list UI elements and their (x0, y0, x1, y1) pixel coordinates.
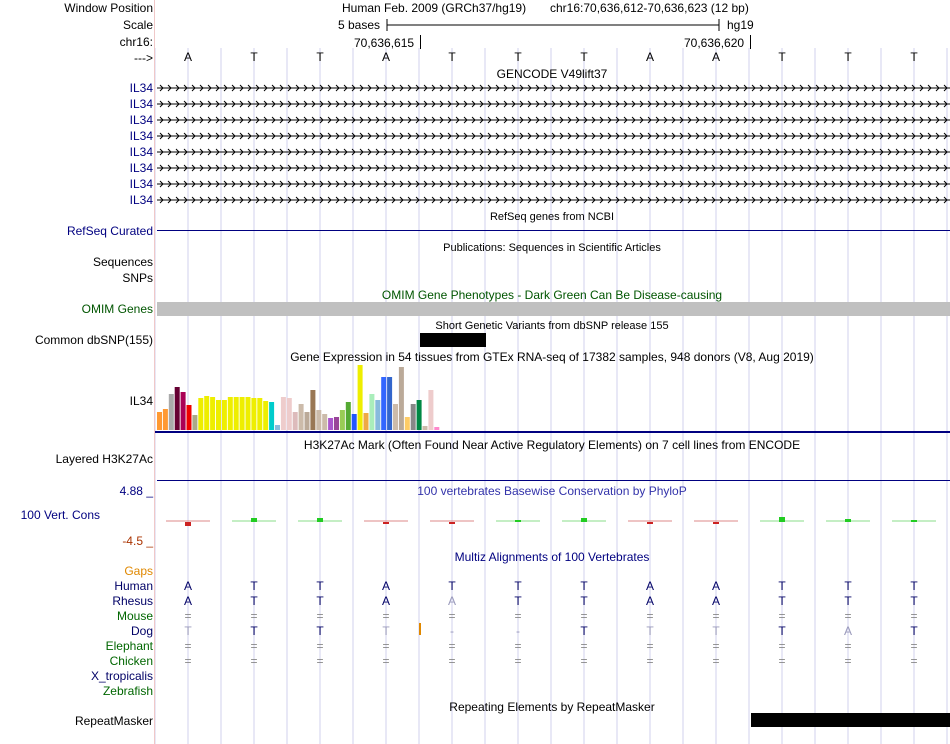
gtex-tissue-bar (216, 400, 221, 430)
gtex-tissue-bar (169, 394, 174, 430)
transcript-line[interactable] (157, 98, 950, 110)
alignment-base: = (514, 654, 522, 668)
species-label[interactable]: Elephant (105, 639, 153, 653)
phylop-score-mark (713, 522, 719, 524)
alignment-base: = (184, 639, 192, 653)
alignment-base: T (448, 579, 456, 593)
gtex-tissue-bar (405, 417, 410, 430)
alignment-base: = (382, 654, 390, 668)
gtex-title[interactable]: Gene Expression in 54 tissues from GTEx RNA-seq of 17382 samples, 948 donors (V8, Aug 2019) (290, 350, 814, 364)
alignment-base: = (514, 609, 522, 623)
alignment-base: - (516, 624, 520, 638)
alignment-base: = (844, 639, 852, 653)
gencode-title[interactable]: GENCODE V49lift37 (496, 67, 608, 81)
alignment-base: = (910, 639, 918, 653)
gtex-tissue-bar (428, 390, 433, 430)
species-label[interactable]: Rhesus (112, 594, 153, 608)
alignment-base: T (316, 594, 324, 608)
gtex-tissue-bar (299, 404, 304, 430)
position-title: Human Feb. 2009 (GRCh37/hg19) (342, 1, 527, 15)
chrom-label: chr16: (119, 35, 153, 49)
gtex-tissue-bar (322, 414, 327, 430)
alignment-base: T (514, 594, 522, 608)
alignment-base: A (183, 579, 193, 593)
assembly-label: hg19 (727, 18, 754, 32)
phylop-score-mark (779, 517, 785, 522)
gtex-tissue-bar (163, 409, 168, 430)
phylop-score-mark (383, 522, 389, 524)
alignment-base: T (778, 624, 786, 638)
phylop-score-mark (251, 518, 257, 522)
gtex-tissue-bar (340, 410, 345, 430)
scale-bar (386, 17, 722, 33)
phylop-max-label: 4.88 _ (119, 484, 153, 498)
phylop-title[interactable]: 100 vertebrates Basewise Conservation by PhyloP (417, 484, 687, 498)
repeatmasker-label[interactable]: RepeatMasker (74, 714, 153, 728)
gtex-tissue-bar (198, 398, 203, 430)
gtex-tissue-bar (328, 418, 333, 430)
species-label[interactable]: Chicken (109, 654, 153, 668)
refseq-title[interactable]: RefSeq genes from NCBI (489, 211, 615, 223)
transcript-label[interactable]: IL34 (129, 113, 153, 127)
alignment-base: A (645, 579, 655, 593)
gtex-label[interactable]: IL34 (129, 394, 153, 408)
gtex-tissue-bar (316, 410, 321, 430)
scale-label: Scale (122, 18, 153, 32)
alignment-base: = (844, 654, 852, 668)
phylop-score-mark (581, 518, 587, 522)
gtex-tissue-bar (222, 400, 227, 430)
alignment-base: = (250, 639, 258, 653)
gtex-bar-chart[interactable] (155, 364, 950, 434)
alignment-base: = (580, 639, 588, 653)
gap-marker (419, 623, 421, 635)
transcript-label[interactable]: IL34 (129, 145, 153, 159)
gtex-tissue-bar (375, 400, 380, 430)
dbsnp-label[interactable]: Common dbSNP(155) (34, 333, 153, 347)
gtex-tissue-bar (281, 397, 286, 430)
alignment-base: T (382, 624, 390, 638)
refseq-label[interactable]: RefSeq Curated (66, 224, 153, 238)
transcript-label[interactable]: IL34 (129, 97, 153, 111)
coord-left-tick (420, 35, 421, 49)
coord-right: 70,636,620 (684, 36, 745, 50)
coord-left: 70,636,615 (354, 36, 415, 50)
alignment-base: = (184, 609, 192, 623)
species-label[interactable]: X_tropicalis (90, 669, 153, 683)
transcript-line[interactable] (157, 114, 950, 126)
alignment-base: = (712, 654, 720, 668)
alignment-base: = (448, 654, 456, 668)
gtex-tissue-bar (387, 377, 392, 430)
alignment-base: A (447, 594, 457, 608)
alignment-base: = (646, 639, 654, 653)
gtex-tissue-bar (364, 413, 369, 430)
alignment-base: T (316, 624, 324, 638)
transcript-label[interactable]: IL34 (129, 81, 153, 95)
transcript-line[interactable] (157, 82, 950, 94)
gtex-tissue-bar (269, 402, 274, 430)
h3k27ac-label[interactable]: Layered H3K27Ac (55, 452, 153, 466)
alignment-base: T (712, 624, 720, 638)
alignment-base: T (778, 594, 786, 608)
h3k27ac-title[interactable]: H3K27Ac Mark (Often Found Near Active Regulatory Elements) on 7 cell lines from ENCODE (303, 438, 801, 452)
gtex-tissue-bar (369, 394, 374, 430)
gtex-tissue-bar (234, 397, 239, 430)
gtex-tissue-bar (381, 377, 386, 430)
alignment-base: = (778, 609, 786, 623)
repeatmasker-title[interactable]: Repeating Elements by RepeatMasker (449, 700, 655, 714)
gtex-tissue-bar (399, 367, 404, 430)
alignment-base: T (250, 594, 258, 608)
dbsnp-title[interactable]: Short Genetic Variants from dbSNP release 155 (435, 320, 669, 332)
phylop-label[interactable]: 100 Vert. Cons (20, 508, 100, 522)
base-letter: T (514, 50, 522, 64)
alignment-base: T (580, 624, 588, 638)
gtex-tissue-bar (352, 414, 357, 430)
phylop-score-mark (317, 518, 323, 522)
base-letter: T (910, 50, 918, 64)
alignment-base: = (778, 654, 786, 668)
alignment-base: A (711, 579, 721, 593)
transcript-label[interactable]: IL34 (129, 129, 153, 143)
alignment-base: = (910, 654, 918, 668)
gtex-tissue-bar (393, 404, 398, 430)
alignment-base: = (316, 609, 324, 623)
alignment-base: T (514, 579, 522, 593)
gtex-tissue-bar (251, 398, 256, 430)
publications-title[interactable]: Publications: Sequences in Scientific Articles (443, 242, 661, 254)
base-letter: A (183, 50, 193, 64)
gtex-tissue-bar (204, 396, 209, 430)
coord-right-tick (750, 35, 751, 49)
gtex-tissue-bar (210, 397, 215, 430)
gtex-tissue-bar (334, 417, 339, 430)
base-letter: A (711, 50, 721, 64)
base-letter: T (778, 50, 786, 64)
alignment-base: T (250, 624, 258, 638)
base-letter: A (645, 50, 655, 64)
gtex-tissue-bar (346, 402, 351, 430)
alignment-base: T (778, 579, 786, 593)
alignment-base: = (448, 609, 456, 623)
phylop-score-mark (911, 520, 917, 522)
alignment-base: = (778, 639, 786, 653)
alignment-base: T (910, 579, 918, 593)
alignment-base: T (184, 624, 192, 638)
base-letter: T (448, 50, 456, 64)
gtex-tissue-bar (187, 405, 192, 430)
alignment-base: A (711, 594, 721, 608)
gtex-tissue-bar (175, 387, 180, 430)
alignment-base: = (448, 639, 456, 653)
alignment-base: = (316, 639, 324, 653)
alignment-base: = (712, 609, 720, 623)
species-label[interactable]: Dog (130, 624, 153, 638)
alignment-base: T (316, 579, 324, 593)
gtex-tissue-bar (275, 425, 280, 430)
gtex-tissue-bar (293, 412, 298, 430)
window-position-label: Window Position (64, 1, 153, 15)
phylop-score-mark (845, 519, 851, 522)
alignment-base: = (910, 609, 918, 623)
alignment-base: = (316, 654, 324, 668)
phylop-score-mark (449, 522, 455, 524)
gtex-tissue-bar (287, 398, 292, 430)
alignment-base: = (382, 609, 390, 623)
gtex-tissue-bar (240, 397, 245, 430)
omim-label[interactable]: OMIM Genes (81, 302, 153, 316)
alignment-base: = (580, 654, 588, 668)
gtex-tissue-bar (423, 426, 428, 430)
gtex-tissue-bar (434, 427, 439, 430)
gtex-tissue-bar (181, 392, 186, 430)
gtex-tissue-bar (192, 415, 197, 430)
alignment-base: T (250, 579, 258, 593)
alignment-base: = (250, 609, 258, 623)
phylop-score-mark (185, 522, 191, 526)
species-label[interactable]: Zebrafish (102, 684, 153, 698)
alignment-base: - (450, 624, 454, 638)
species-label[interactable]: Mouse (116, 609, 153, 623)
base-letter: T (580, 50, 588, 64)
base-letter: T (250, 50, 258, 64)
alignment-base: = (646, 654, 654, 668)
alignment-base: T (910, 624, 918, 638)
base-letter: T (844, 50, 852, 64)
species-label[interactable]: Gaps (124, 564, 153, 578)
repeat-element[interactable] (751, 713, 950, 727)
alignment-base: T (910, 594, 918, 608)
alignment-base: = (184, 654, 192, 668)
phylop-min-label: -4.5 _ (122, 534, 153, 548)
alignment-base: A (645, 594, 655, 608)
alignment-base: = (646, 609, 654, 623)
base-letter: A (381, 50, 391, 64)
alignment-base: T (580, 594, 588, 608)
base-letter: T (316, 50, 324, 64)
h3k27ac-baseline (157, 480, 950, 481)
alignment-base: = (250, 654, 258, 668)
alignment-base: A (843, 624, 853, 638)
alignment-base: T (646, 624, 654, 638)
alignment-base: T (844, 594, 852, 608)
phylop-score-mark (647, 522, 653, 524)
phylop-plot[interactable] (155, 500, 950, 540)
alignment-base: = (514, 639, 522, 653)
transcript-line[interactable] (157, 178, 950, 190)
transcript-line[interactable] (157, 162, 950, 174)
gtex-tissue-bar (411, 404, 416, 430)
omim-title[interactable]: OMIM Gene Phenotypes - Dark Green Can Be Disease-causing (381, 288, 723, 302)
alignment-base: = (844, 609, 852, 623)
sequences-label[interactable]: Sequences (92, 255, 153, 269)
multiz-title[interactable]: Multiz Alignments of 100 Vertebrates (454, 550, 650, 564)
dbsnp-variant[interactable] (420, 333, 486, 347)
scale-text: 5 bases (338, 18, 381, 32)
gtex-tissue-bar (263, 401, 268, 430)
alignment-base: = (382, 639, 390, 653)
strand-label: ---> (134, 51, 153, 65)
gtex-tissue-bar (157, 412, 162, 430)
transcript-label[interactable]: IL34 (129, 177, 153, 191)
gtex-tissue-bar (310, 390, 315, 430)
refseq-line[interactable] (157, 230, 950, 231)
transcript-label[interactable]: IL34 (129, 161, 153, 175)
alignment-base: = (712, 639, 720, 653)
transcript-line[interactable] (157, 130, 950, 142)
transcript-line[interactable] (157, 194, 950, 206)
gtex-tissue-bar (257, 398, 262, 430)
transcript-label[interactable]: IL34 (129, 193, 153, 207)
alignment-base: = (580, 609, 588, 623)
alignment-base: T (580, 579, 588, 593)
transcript-line[interactable] (157, 146, 950, 158)
alignment-base: A (381, 594, 391, 608)
gtex-tissue-bar (417, 400, 422, 430)
snps-label[interactable]: SNPs (122, 271, 153, 285)
gtex-tissue-bar (305, 412, 310, 430)
position-range: chr16:70,636,612-70,636,623 (12 bp) (550, 1, 749, 15)
alignment-base: A (183, 594, 193, 608)
species-label[interactable]: Human (114, 579, 153, 593)
gtex-tissue-bar (358, 365, 363, 430)
alignment-base: A (381, 579, 391, 593)
gtex-tissue-bar (228, 397, 233, 430)
gtex-tissue-bar (246, 397, 251, 430)
alignment-base: T (844, 579, 852, 593)
omim-gene-bar[interactable] (157, 302, 950, 316)
phylop-score-mark (515, 520, 521, 522)
